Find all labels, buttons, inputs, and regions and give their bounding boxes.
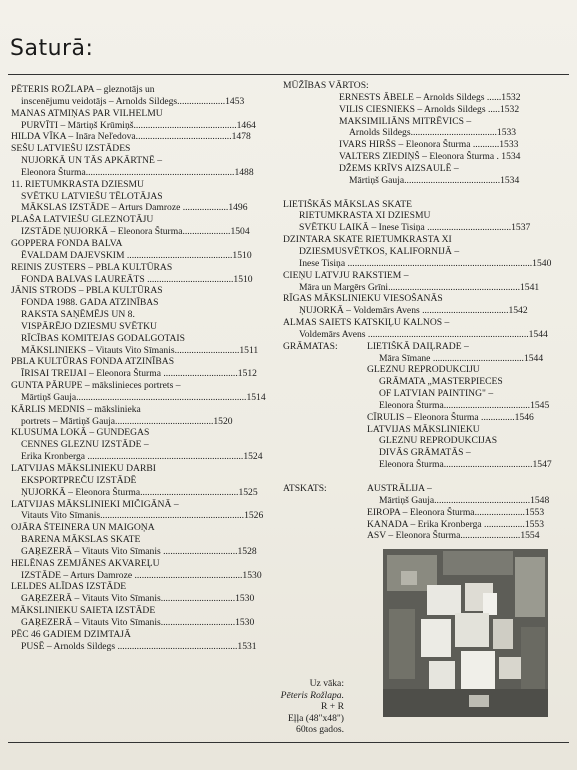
toc-entry-line: CENNES GLEZNU IZSTĀDE – — [21, 439, 149, 451]
toc-entry-line: Mārtiņš Gauja.......................................................................1514 — [21, 391, 266, 403]
toc-entry-line: Voldemārs Avens ...................................................................1544 — [299, 328, 548, 340]
toc-entry — [11, 380, 275, 404]
toc-entry-title: ERNESTS ĀBELE – Arnolds Sildegs ......1532 — [339, 91, 521, 103]
toc-entry-line: Mārtiņš Gauja........................................1534 — [349, 174, 520, 186]
toc-entry — [283, 412, 563, 424]
toc-entry-title: PBLA KULTŪRAS FONDA ATZINĪBAS — [11, 356, 175, 368]
toc-entry-title: LATVIJAS MĀKSLINIEKU — [367, 423, 480, 435]
toc-entry-title: 11. RIETUMKRASTA DZIESMU — [11, 178, 144, 190]
toc-entry — [11, 356, 275, 380]
toc-entry-line: RIETUMKRASTA XI DZIESMU — [299, 210, 431, 222]
toc-entry-title: PĒTERIS ROŽLAPA – gleznotājs un — [11, 84, 155, 95]
toc-entry-title: SEŠU LATVIEŠU IZSTĀDES — [11, 143, 131, 155]
toc-entry-title: LATVIJAS MĀKSLINIEKU DARBI — [11, 463, 156, 474]
toc-section-label: ATSKATS: — [283, 483, 327, 494]
section-spacer — [283, 187, 563, 199]
toc-entry-title: VALTERS ZIEDIŅŠ – Eleonora Šturma . 1534 — [339, 151, 521, 163]
toc-entry-line: inscenējumu veidotājs – Arnolds Sildegs....................1453 — [21, 95, 245, 107]
toc-entry — [11, 238, 275, 262]
toc-entry-title: VILIS CIESNIEKS – Arnolds Sildegs .....1532 — [339, 103, 520, 115]
toc-entry-line: IZSTĀDE ŅUJORKĀ – Eleonora Šturma....................1504 — [21, 226, 250, 238]
toc-entry-line: GAŖEZERĀ – Vitauts Vito Sīmanis...............................1530 — [21, 616, 255, 628]
toc-entry-line: OF LATVIAN PAINTING" – — [379, 388, 494, 400]
toc-entry — [11, 581, 275, 605]
toc-entry-title: PLAŠA LATVIEŠU GLEZNOTĀJU — [11, 214, 154, 226]
toc-entry — [283, 139, 563, 151]
toc-entry-line: Mārtiņš Gauja........................................1548 — [379, 494, 550, 506]
toc-entry-title: KĀRLIS MEDNIS – mākslinieka — [11, 403, 141, 415]
toc-entry — [283, 270, 563, 294]
toc-entry-line: Eleonora Šturma..............................................................1488 — [21, 166, 254, 178]
toc-entry-title: MAKSIMILIĀNS MITRĒVICS – — [339, 115, 472, 127]
toc-entry — [11, 214, 275, 238]
toc-entry — [11, 463, 275, 499]
toc-entry — [283, 234, 563, 270]
toc-entry — [11, 605, 275, 629]
toc-entry-line: Māra un Margērs Grīni.......................................................1541 — [299, 281, 540, 293]
toc-entry-line: GAŖEZERĀ – Vitauts Vito Sīmanis...............................1530 — [21, 593, 255, 605]
toc-entry-line: PUSĒ – Arnolds Sildegs ..................................................1531 — [21, 640, 257, 652]
toc-entry — [11, 262, 275, 286]
toc-entry-line: SVĒTKU LAIKĀ – Inese Tisiņa ...................................1537 — [299, 222, 531, 234]
toc-entry-line: Māra Sīmane ......................................1544 — [379, 352, 544, 364]
caption-medium: Eļļa (48"x48") — [287, 712, 344, 724]
toc-entry-title: GUNTA PĀRUPE – mākslinieces portrets – — [11, 380, 181, 392]
toc-entry-line: Arnolds Sildegs....................................1533 — [349, 127, 517, 139]
toc-entry — [11, 427, 275, 463]
toc-entry-line: VISPĀRĒJO DZIESMU SVĒTKU — [21, 320, 157, 332]
toc-section — [283, 199, 563, 341]
toc-entry-title: EIROPA – Eleonora Šturma.....................1553 — [367, 506, 545, 518]
toc-entry-title: ALMAS SAIETS KATSKIĻU KALNOS – — [283, 317, 450, 329]
toc-entry-title: MANAS ATMIŅAS PAR VILHELMU — [11, 107, 163, 119]
toc-entry-line: ŅUJORKĀ – Eleonora Šturma.........................................1525 — [21, 486, 258, 498]
toc-entry-title: LATVIJAS MĀKSLINIEKI MIČIGĀNĀ – — [11, 498, 179, 510]
toc-entry-line: Eleonora Šturma.....................................1547 — [379, 459, 552, 471]
toc-entry-title: LIETIŠKĀS MĀKSLAS SKATE — [283, 198, 412, 210]
toc-entry-title: CIEŅU LATVJU RAKSTIEM – — [283, 269, 409, 281]
toc-entry-title: LELDES ALĪDAS IZSTĀDE — [11, 581, 127, 593]
toc-entry — [283, 92, 563, 104]
toc-entry — [283, 151, 563, 163]
toc-entry-line: FONDA 1988. GADA ATZINĪBAS — [21, 297, 159, 309]
toc-entry — [283, 317, 563, 341]
page-title: Saturā: — [10, 36, 94, 61]
toc-entry-title: JĀNIS STRODS – PBLA KULTŪRAS — [11, 285, 163, 297]
toc-entry-line: SVĒTKU LATVIEŠU TĒLOTĀJAS — [21, 190, 163, 202]
toc-entry-line: Erika Kronberga .................................................................1524 — [21, 451, 263, 463]
top-divider — [8, 74, 569, 75]
toc-entry — [11, 84, 275, 108]
toc-entry-line: Inese Tisiņa .............................................................................1540 — [299, 257, 552, 269]
toc-entry — [11, 522, 275, 558]
right-column — [283, 80, 563, 542]
toc-entry — [11, 108, 275, 132]
toc-entry-title: AUSTRĀLIJA – — [367, 483, 432, 494]
toc-entry — [11, 131, 275, 143]
toc-entry-title: LIETIŠKĀ DAIĻRADE – — [367, 340, 469, 352]
toc-entry-line: Eleonora Šturma....................................1545 — [379, 399, 550, 411]
toc-entry — [11, 143, 275, 179]
toc-entry-line: IZSTĀDE – Arturs Damroze .............................................1530 — [21, 569, 262, 581]
toc-entry-line: NUJORKĀ UN TĀS APKĀRTNĒ – — [21, 155, 163, 167]
toc-entry-title: RĪGAS MĀKSLINIEKU VIESOŠANĀS — [283, 293, 443, 305]
bottom-divider — [8, 742, 569, 743]
toc-entry-line: DZIESMUSVĒTKOS, KALIFORNIJĀ – — [299, 245, 460, 257]
toc-entry-line: MĀKSLAS IZSTĀDE – Arturs Damroze ...................1496 — [21, 202, 248, 214]
toc-entry-line: portrets – Mārtiņš Gauja.........................................1520 — [21, 415, 233, 427]
toc-entry-title: GOPPERA FONDA BALVA — [11, 237, 123, 249]
cover-painting-image — [383, 549, 548, 717]
toc-entry-title: REINIS ZUSTERS – PBLA KULTŪRAS — [11, 261, 173, 273]
toc-entry-line: ĪRISAI TREIJAI – Eleonora Šturma ...............................1512 — [21, 368, 257, 380]
toc-entry — [11, 404, 275, 428]
toc-entry — [11, 629, 275, 653]
caption-date: 60tos gados. — [296, 724, 344, 736]
toc-entry — [283, 507, 563, 519]
toc-entry-line: PURVĪTI – Mārtiņš Krūmiņš...........................................1464 — [21, 119, 256, 131]
toc-entry-line: BARENA MĀKSLAS SKATE — [21, 534, 141, 546]
toc-entry — [283, 424, 563, 471]
toc-entry-line: ŅUJORKĀ – Voldemārs Avens ....................................1542 — [299, 305, 528, 317]
toc-entry-title: MĀKSLINIEKU SAIETA IZSTĀDE — [11, 605, 156, 617]
toc-entry — [11, 499, 275, 523]
toc-entry — [283, 364, 563, 411]
toc-section-heading: MŪŽĪBAS VĀRTOS: — [283, 80, 369, 91]
caption-artist: Pēteris Rožlapa. — [280, 689, 344, 701]
toc-entry-line: FONDA BALVAS LAUREĀTS ....................................1510 — [21, 273, 253, 285]
toc-entry-title: DZINTARA SKATE RIETUMKRASTA XI — [283, 234, 452, 246]
caption-title: R + R — [320, 701, 344, 713]
toc-entry-line: Vitauts Vito Sīmanis............................................................1526 — [21, 510, 264, 522]
toc-entry — [283, 116, 563, 140]
toc-entry — [11, 558, 275, 582]
toc-entry — [283, 104, 563, 116]
toc-entry — [283, 519, 563, 531]
toc-entry — [11, 285, 275, 356]
toc-entry — [283, 199, 563, 235]
caption-line: Uz vāka: — [309, 678, 344, 689]
toc-entry-line: MĀKSLINIEKS – Vitauts Vito Sīmanis...........................1511 — [21, 344, 259, 356]
cover-caption — [278, 678, 344, 736]
toc-entry-line: DIVĀS GRĀMATĀS – — [379, 447, 471, 459]
toc-section — [283, 80, 563, 199]
toc-entry-title: GLEZNU REPRODUKCIJU — [367, 364, 480, 376]
toc-entry — [283, 163, 563, 187]
toc-entry-title: PĒC 46 GADIEM DZIMTAJĀ — [11, 628, 131, 640]
toc-entry-line: EKSPORTPREČU IZSTĀDĒ — [21, 474, 137, 486]
toc-section — [283, 483, 563, 542]
toc-entry-title: ASV – Eleonora Šturma.........................1554 — [367, 530, 540, 542]
toc-entry-line: RAKSTA SAŅĒMĒJS UN 8. — [21, 309, 135, 321]
left-column — [11, 84, 275, 653]
toc-entry-title: HELĒNAS ZEMJĀNES AKVAREĻU — [11, 557, 160, 569]
toc-entry-title: KANADA – Erika Kronberga .................1553 — [367, 518, 545, 530]
section-spacer — [283, 471, 563, 483]
toc-entry-line: GRĀMATA „MASTERPIECES — [379, 376, 503, 388]
toc-entry — [11, 179, 275, 215]
toc-section — [283, 341, 563, 483]
toc-section-label: GRĀMATAS: — [283, 340, 338, 352]
toc-entry-line: GAŖEZERĀ – Vitauts Vito Sīmanis ...............................1528 — [21, 545, 257, 557]
toc-entry-title: OJĀRA ŠTEINERA UN MAIGOŅA — [11, 522, 155, 534]
toc-entry-title: HILDA VĪKA – Ināra Neľedova........................................1478 — [11, 131, 251, 143]
toc-entry-title: CĪRULIS – Eleonora Šturma ..............1546 — [367, 411, 534, 423]
toc-entry-title: DŽEMS KRĪVS AIZSAULĒ – — [339, 162, 459, 174]
toc-entry — [283, 293, 563, 317]
toc-entry-line: RĪCĪBAS KOMITEJAS GODALGOTAIS — [21, 332, 185, 344]
toc-entry — [283, 530, 563, 542]
toc-entry-line: GLEZNU REPRODUKCIJAS — [379, 435, 498, 447]
toc-entry-line: ĒVALDAM DAJEVSKIM ............................................1510 — [21, 249, 252, 261]
toc-entry-title: IVARS HIRŠS – Eleonora Šturma ...........1533 — [339, 139, 519, 151]
toc-entry-title: KLUSUMA LOKĀ – GUNDEGAS — [11, 427, 150, 439]
